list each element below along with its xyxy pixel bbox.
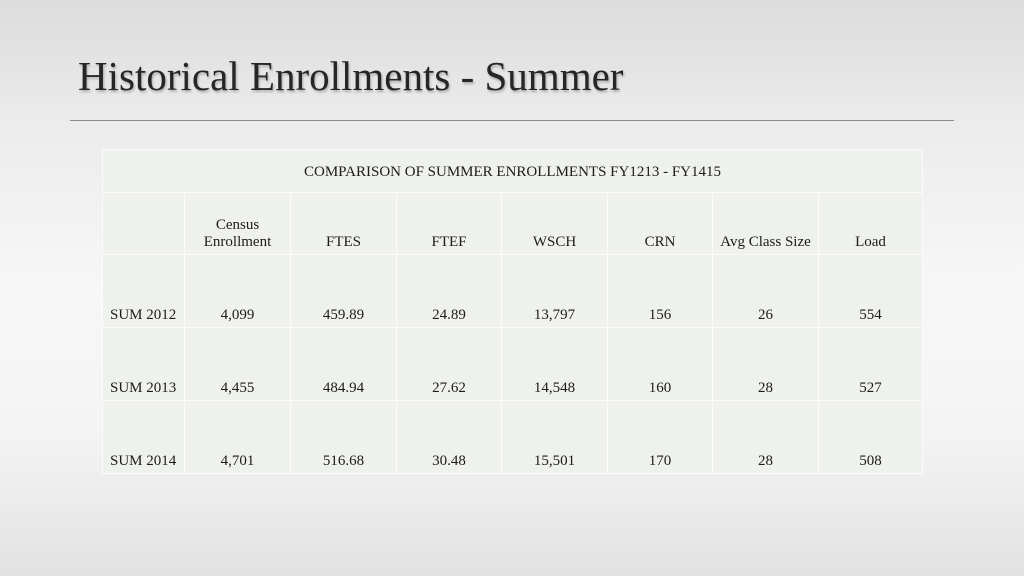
table-header-row xyxy=(103,193,923,255)
enrollment-table xyxy=(102,149,923,474)
header-cell-crn: CRN xyxy=(608,193,713,255)
table-cell: 15,501 xyxy=(502,401,608,474)
title-divider xyxy=(70,120,954,121)
table-cell: 30.48 xyxy=(397,401,502,474)
table-cell: 554 xyxy=(819,255,923,328)
table-cell: 13,797 xyxy=(502,255,608,328)
table-cell: 170 xyxy=(608,401,713,474)
row-label: SUM 2012 xyxy=(103,255,185,328)
table-cell: 4,099 xyxy=(185,255,291,328)
table-row xyxy=(103,328,923,401)
header-cell-load: Load xyxy=(819,193,923,255)
header-cell-wsch: WSCH xyxy=(502,193,608,255)
table-caption: COMPARISON OF SUMMER ENROLLMENTS FY1213 - FY1415 xyxy=(103,150,923,193)
table-cell: 516.68 xyxy=(291,401,397,474)
table-cell: 28 xyxy=(713,328,819,401)
row-label: SUM 2013 xyxy=(103,328,185,401)
slide-title: Historical Enrollments - Summer xyxy=(78,53,624,99)
row-label: SUM 2014 xyxy=(103,401,185,474)
table-cell: 160 xyxy=(608,328,713,401)
table-row xyxy=(103,255,923,328)
table-cell: 156 xyxy=(608,255,713,328)
table-caption-row xyxy=(103,150,923,193)
table-cell: 27.62 xyxy=(397,328,502,401)
table-row xyxy=(103,401,923,474)
header-cell-avg-class-size: Avg Class Size xyxy=(713,193,819,255)
table-cell: 24.89 xyxy=(397,255,502,328)
table-cell: 484.94 xyxy=(291,328,397,401)
table-cell: 508 xyxy=(819,401,923,474)
header-cell-ftef: FTEF xyxy=(397,193,502,255)
table-cell: 14,548 xyxy=(502,328,608,401)
table-cell: 4,701 xyxy=(185,401,291,474)
table-cell: 4,455 xyxy=(185,328,291,401)
header-cell-empty xyxy=(103,193,185,255)
header-cell-ftes: FTES xyxy=(291,193,397,255)
table-cell: 26 xyxy=(713,255,819,328)
table-cell: 459.89 xyxy=(291,255,397,328)
table-cell: 527 xyxy=(819,328,923,401)
header-cell-census-enrollment: Census Enrollment xyxy=(185,193,291,255)
table-cell: 28 xyxy=(713,401,819,474)
